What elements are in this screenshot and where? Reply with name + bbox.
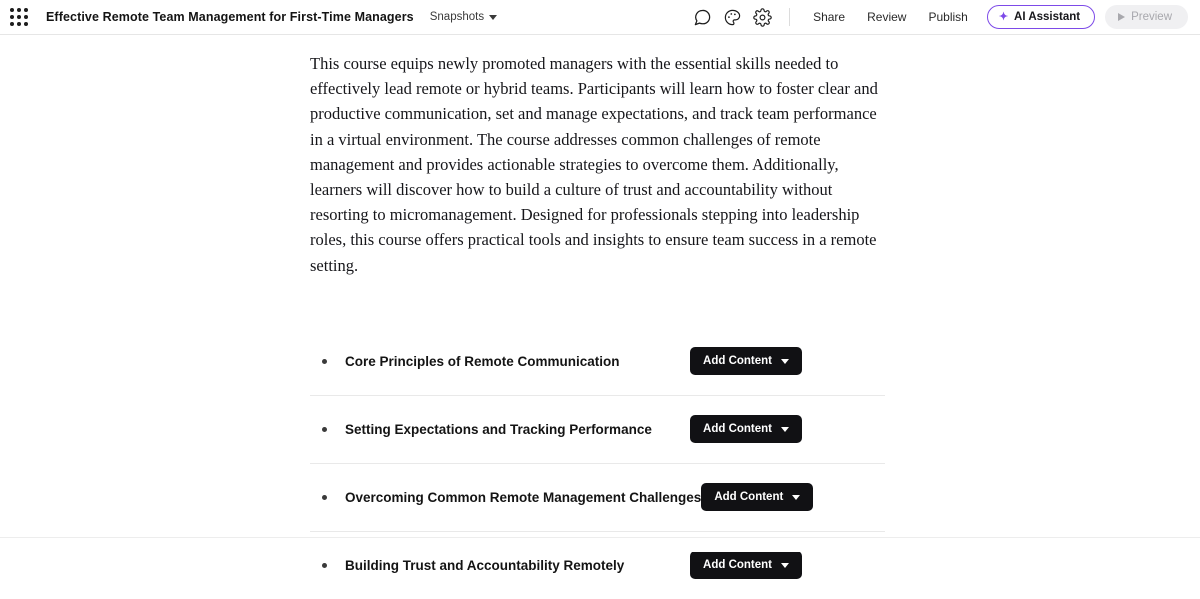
add-content-label: Add Content bbox=[703, 559, 772, 572]
list-item[interactable] bbox=[310, 396, 885, 464]
bullet-icon bbox=[322, 495, 327, 500]
add-content-button[interactable] bbox=[690, 347, 802, 375]
section-title: Core Principles of Remote Communication bbox=[345, 353, 620, 369]
sections-list bbox=[310, 328, 885, 599]
preview-button[interactable] bbox=[1105, 5, 1188, 29]
chevron-down-icon bbox=[489, 15, 497, 20]
chevron-down-icon bbox=[781, 427, 789, 432]
course-description: This course equips newly promoted managers with the essential skills needed to effectively lead remote or hybrid teams. Participants will learn how to foster clear and productive communication, set and manage expectations, and track team performance in a virtual environment. The course addresses common challenges of remote management and provides actionable strategies to overcome them. Additionally, learners will discover how to build a culture of trust and accountability without resorting to micromanagement. Designed for professionals stepping into leadership roles, this course offers practical tools and insights to ensure team success in a remote setting. bbox=[310, 54, 878, 275]
share-button[interactable]: Share bbox=[813, 10, 846, 24]
snapshots-label: Snapshots bbox=[429, 11, 485, 23]
bullet-icon bbox=[322, 427, 327, 432]
add-content-button[interactable] bbox=[690, 551, 802, 579]
add-content-button[interactable] bbox=[690, 415, 802, 443]
toolbar-divider bbox=[789, 8, 790, 26]
ai-assistant-label: AI Assistant bbox=[1014, 11, 1081, 23]
section-title: Setting Expectations and Tracking Performance bbox=[345, 421, 652, 437]
list-item[interactable] bbox=[310, 328, 885, 396]
apps-grid-icon[interactable] bbox=[2, 0, 36, 34]
ai-assistant-button[interactable] bbox=[987, 5, 1095, 29]
chevron-down-icon bbox=[792, 495, 800, 500]
play-icon bbox=[1118, 13, 1125, 21]
snapshots-dropdown[interactable] bbox=[430, 11, 497, 23]
palette-icon[interactable] bbox=[717, 2, 747, 32]
page-title: Effective Remote Team Management for First-Time Managers bbox=[46, 10, 414, 24]
section-title: Building Trust and Accountability Remotely bbox=[345, 557, 625, 573]
add-content-button[interactable] bbox=[701, 483, 813, 511]
bullet-icon bbox=[322, 359, 327, 364]
canvas-bottom-edge bbox=[0, 537, 1200, 552]
chevron-down-icon bbox=[781, 563, 789, 568]
publish-button[interactable]: Publish bbox=[928, 10, 968, 24]
apps-grid-dots bbox=[10, 8, 28, 26]
editor-canvas bbox=[0, 35, 1200, 573]
list-item[interactable] bbox=[310, 464, 885, 532]
gear-icon[interactable] bbox=[747, 2, 777, 32]
section-title: Overcoming Common Remote Management Challenges bbox=[345, 489, 702, 505]
chevron-down-icon bbox=[781, 359, 789, 364]
add-content-label: Add Content bbox=[703, 355, 772, 368]
sparkle-icon: ✦ bbox=[998, 10, 1009, 23]
review-button[interactable]: Review bbox=[867, 10, 907, 24]
bullet-icon bbox=[322, 563, 327, 568]
top-toolbar bbox=[0, 0, 1200, 35]
preview-label: Preview bbox=[1131, 11, 1172, 23]
course-content bbox=[310, 51, 895, 599]
add-content-label: Add Content bbox=[703, 423, 772, 436]
add-content-label: Add Content bbox=[714, 491, 784, 504]
comment-icon[interactable] bbox=[687, 2, 717, 32]
